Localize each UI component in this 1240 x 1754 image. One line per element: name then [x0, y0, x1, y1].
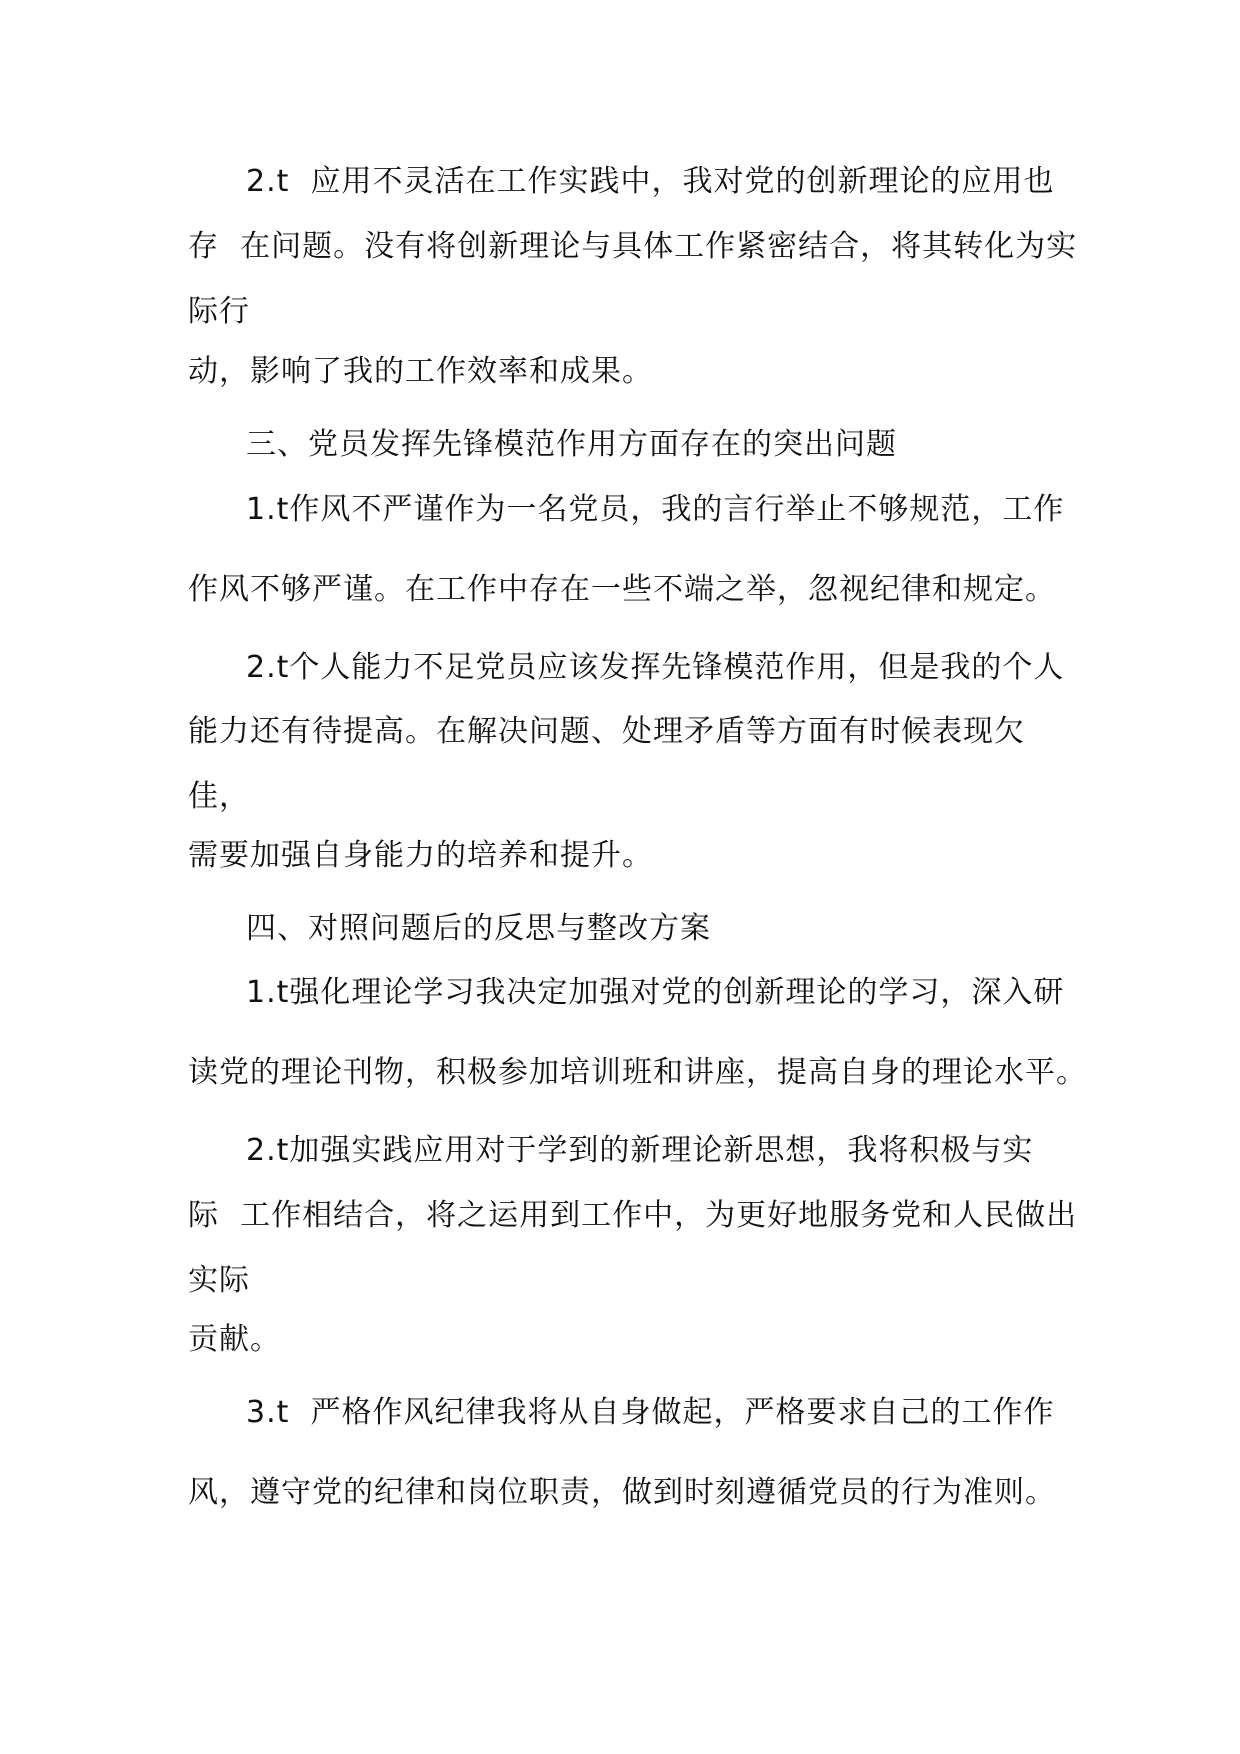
paragraph-2-line-4: 动，影响了我的工作效率和成果。	[188, 354, 653, 389]
item-4-2-line-4: 贡献。	[188, 1322, 281, 1357]
item-4-2-line-2: 际 工作相结合，将之运用到工作中，为更好地服务党和人民做出	[188, 1198, 1078, 1233]
item-4-3-line-1: 3.t 严格作风纪律我将从自身做起，严格要求自己的工作作	[246, 1395, 1055, 1430]
paragraph-2-line-2: 存 在问题。没有将创新理论与具体工作紧密结合，将其转化为实	[188, 229, 1078, 264]
item-3-1-line-1: 1.t作风不严谨作为一名党员，我的言行举止不够规范，工作	[246, 492, 1065, 527]
item-4-2-line-3: 实际	[188, 1263, 250, 1298]
item-3-2-line-4: 需要加强自身能力的培养和提升。	[188, 838, 653, 873]
item-3-2-line-1: 2.t个人能力不足党员应该发挥先锋模范作用，但是我的个人	[246, 650, 1065, 685]
paragraph-2-line-1: 2.t 应用不灵活在工作实践中，我对党的创新理论的应用也	[246, 164, 1055, 199]
section-heading-3: 三、党员发挥先锋模范作用方面存在的突出问题	[246, 427, 897, 462]
item-3-2-line-3: 佳，	[188, 779, 250, 814]
item-4-2-line-1: 2.t加强实践应用对于学到的新理论新思想，我将积极与实	[246, 1133, 1034, 1168]
paragraph-2-line-3: 际行	[188, 294, 250, 329]
item-4-3-line-2: 风，遵守党的纪律和岗位职责，做到时刻遵循党员的行为准则。	[188, 1475, 1056, 1510]
item-4-1-line-1: 1.t强化理论学习我决定加强对党的创新理论的学习，深入研	[246, 975, 1065, 1010]
item-3-1-line-2: 作风不够严谨。在工作中存在一些不端之举，忽视纪律和规定。	[188, 572, 1056, 607]
item-4-1-line-2: 读党的理论刊物，积极参加培训班和讲座，提高自身的理论水平。	[188, 1055, 1087, 1090]
item-3-2-line-2: 能力还有待提高。在解决问题、处理矛盾等方面有时候表现欠	[188, 714, 1025, 749]
section-heading-4: 四、对照问题后的反思与整改方案	[246, 911, 711, 946]
